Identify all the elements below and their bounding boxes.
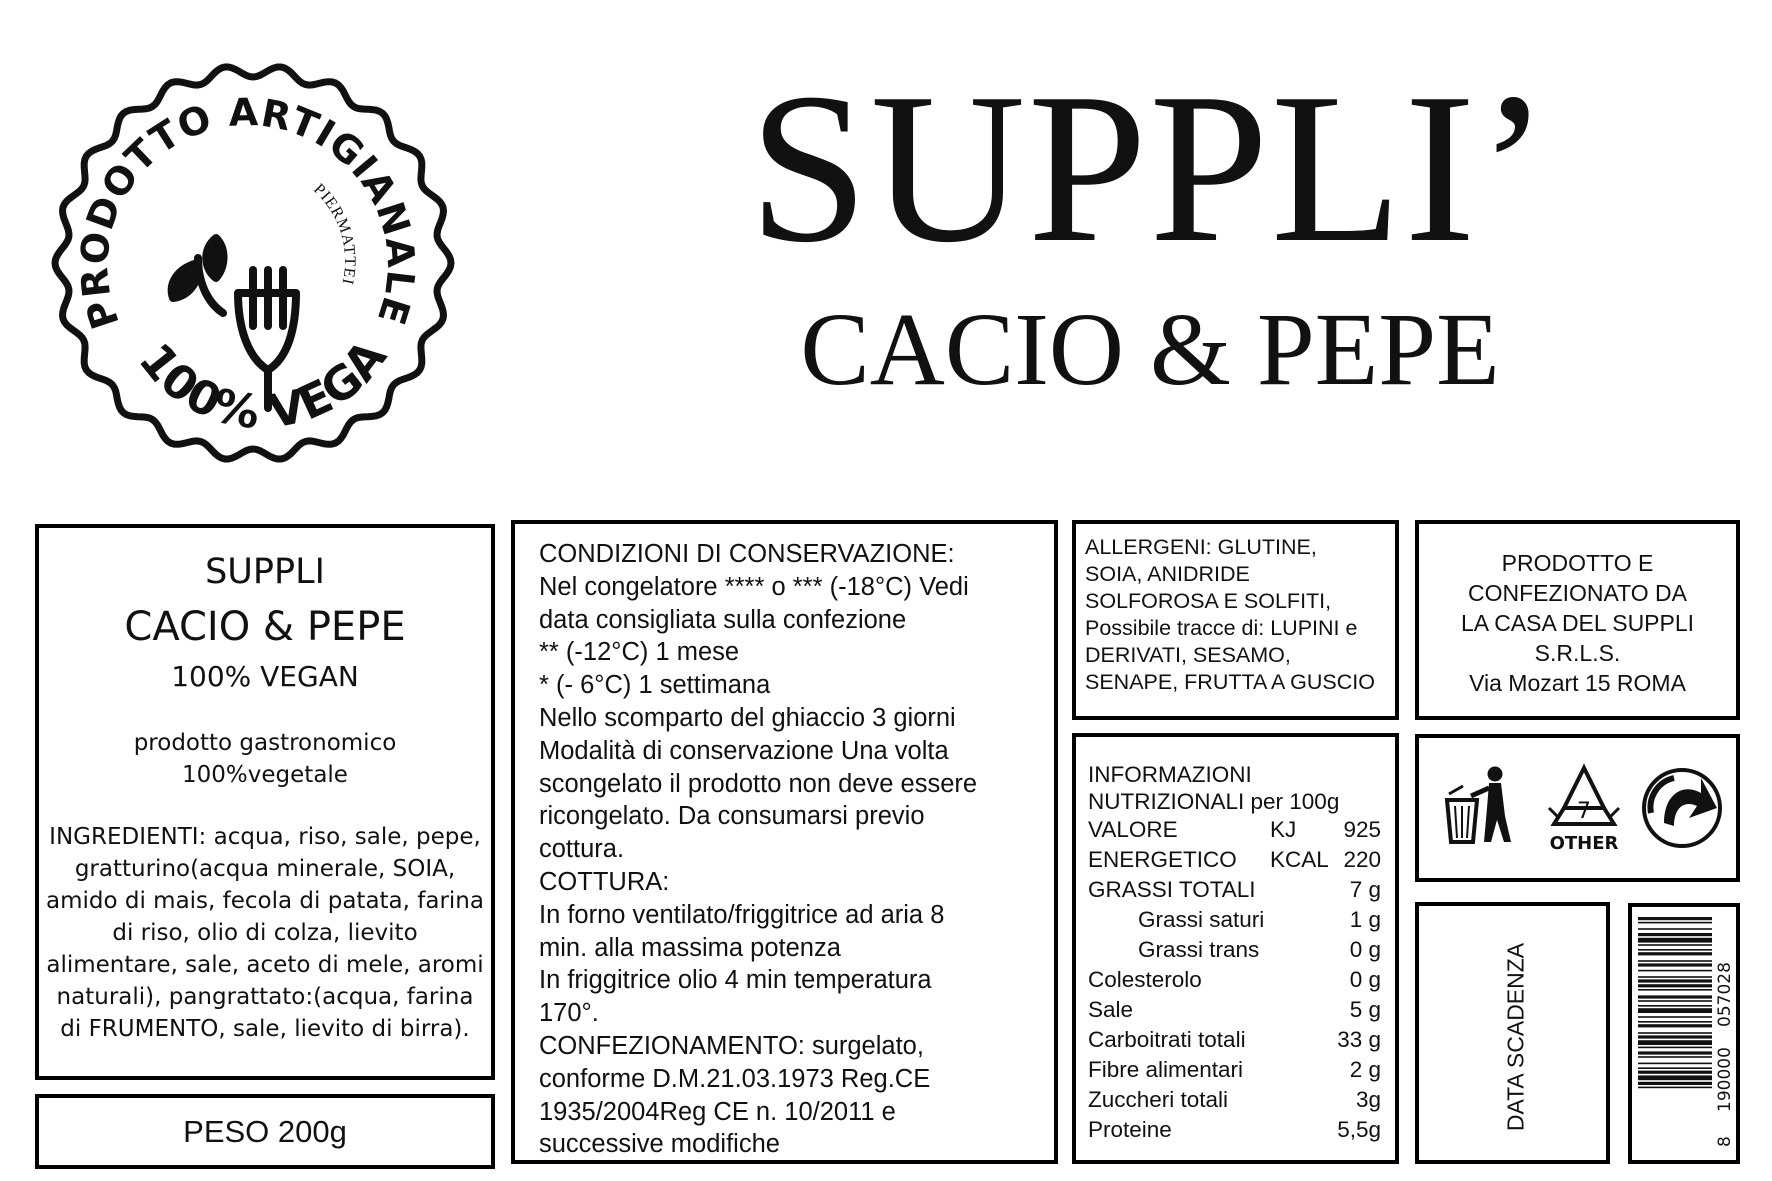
producer-line: CONFEZIONATO DA [1468, 580, 1687, 606]
ingredients-line: naturali), pangrattato:(acqua, farina [56, 984, 474, 1010]
storage-line: min. alla massima potenza [539, 933, 841, 962]
ingredients-line: di riso, olio di colza, lievito [112, 920, 418, 946]
nutrition-value: 1 g [1349, 907, 1381, 932]
barcode-bar [1638, 928, 1712, 930]
ingredients-line: di FRUMENTO, sale, lievito di birra). [60, 1016, 470, 1042]
barcode-bar [1638, 952, 1712, 955]
barcode-bar [1638, 989, 1712, 991]
nutrition-row [1088, 875, 1385, 905]
svg-text:PIERMATTEI [310, 181, 358, 287]
recycle-code-number: 7 [1577, 799, 1591, 824]
storage-line: Nel congelatore **** o *** (-18°C) Vedi [539, 572, 969, 601]
barcode-bar [1638, 1000, 1712, 1002]
nutrition-row [1088, 1025, 1385, 1055]
storage-line: In forno ventilato/friggitrice ad aria 8 [539, 900, 945, 929]
product-title: SUPPLI’ [748, 48, 1552, 287]
nutrition-heading: NUTRIZIONALI per 100g [1088, 789, 1340, 814]
nutrition-value: 0 g [1349, 937, 1381, 962]
product-description-box [35, 524, 495, 1080]
nutrition-value: 220 [1343, 847, 1381, 872]
nutrition-label: Carboitrati totali [1088, 1027, 1246, 1052]
producer-line: Via Mozart 15 ROMA [1469, 670, 1686, 696]
barcode-bar [1638, 1056, 1712, 1058]
allergens-line: Possibile tracce di: LUPINI e [1085, 616, 1358, 640]
ingredients-line: gratturino(acqua minerale, SOIA, [74, 856, 456, 882]
allergens-line: SOLFOROSA E SOLFITI, [1085, 589, 1332, 613]
nutrition-unit: KCAL [1270, 847, 1329, 872]
barcode-box [1628, 903, 1740, 1164]
barcode-bar [1638, 1040, 1712, 1045]
storage-line: 170°. [539, 999, 599, 1028]
barcode-bar [1638, 1024, 1712, 1027]
nutrition-heading: INFORMAZIONI [1088, 762, 1252, 787]
nutrition-row [1088, 905, 1385, 935]
nutrition-value: 33 g [1337, 1027, 1381, 1052]
nutrition-value: 2 g [1349, 1057, 1381, 1082]
producer-line: PRODOTTO E [1501, 550, 1654, 576]
producer-box [1415, 520, 1740, 720]
seal-small-text: PIERMATTEI [310, 180, 359, 287]
barcode-bar [1638, 963, 1712, 966]
storage-line: 1935/2004Reg CE n. 10/2011 e [539, 1097, 896, 1126]
barcode-bar [1638, 938, 1712, 943]
nutrition-label: ENERGETICO [1088, 847, 1237, 872]
barcode-digits-mid: 190000 [1715, 1047, 1735, 1112]
storage-line: CONFEZIONAMENTO: surgelato, [539, 1031, 924, 1060]
barcode-bar [1638, 1067, 1712, 1069]
nutrition-label: VALORE [1088, 817, 1178, 842]
allergens-line: SENAPE, FRUTTA A GUSCIO [1085, 670, 1375, 694]
ingredients-line: INGREDIENTI: acqua, riso, sale, pepe, [49, 824, 481, 850]
product-desc-line1: prodotto gastronomico [133, 730, 397, 756]
ingredients-line: amido di mais, fecola di patata, farina [46, 888, 484, 914]
nutrition-row [1088, 965, 1385, 995]
barcode-bar [1638, 1047, 1712, 1049]
storage-line: conforme D.M.21.03.1973 Reg.CE [539, 1064, 931, 1093]
barcode-bar [1638, 1063, 1712, 1065]
nutrition-row [1088, 1055, 1385, 1085]
nutrition-value: 5,5g [1337, 1117, 1381, 1142]
storage-line: COTTURA: [539, 867, 670, 896]
seal-bottom-text: 100% VEGA [128, 329, 397, 440]
storage-line: successive modifiche [539, 1130, 780, 1159]
barcode-bar [1638, 1005, 1712, 1007]
allergens-line: SOIA, ANIDRIDE [1085, 562, 1250, 586]
nutrition-label: GRASSI TOTALI [1088, 877, 1256, 902]
storage-instructions-box [511, 520, 1058, 1164]
seal-top-text: PRODOTTO ARTIGIANALE [71, 90, 424, 335]
barcode-bar [1638, 1051, 1712, 1054]
barcode-bar [1638, 917, 1712, 920]
nutrition-value: 3g [1355, 1087, 1381, 1112]
storage-line: * (- 6°C) 1 settimana [539, 671, 771, 700]
storage-line: In friggitrice olio 4 min temperatura [539, 966, 932, 995]
barcode-bar [1638, 922, 1712, 924]
nutrition-row [1088, 1115, 1385, 1145]
barcode-icon [1632, 907, 1736, 1160]
barcode-bar [1638, 984, 1712, 987]
product-name-line3: 100% VEGAN [171, 660, 359, 693]
green-dot-icon [1644, 770, 1720, 846]
nutrition-label: Sale [1088, 997, 1134, 1022]
storage-line: cottura. [539, 835, 625, 864]
barcode-bar [1638, 1087, 1712, 1089]
barcode-bar [1638, 979, 1712, 982]
barcode-bar [1638, 1032, 1712, 1034]
barcode-bar [1638, 976, 1712, 978]
barcode-bar [1638, 944, 1712, 946]
storage-line: ricongelato. Da consumarsi previo [539, 802, 925, 831]
nutrition-label: Grassi saturi [1138, 907, 1265, 932]
barcode-bar [1638, 1035, 1712, 1038]
nutrition-row [1088, 815, 1385, 845]
nutrition-value: 7 g [1349, 877, 1381, 902]
barcode-bar [1638, 933, 1712, 936]
recycling-icons-box [1415, 734, 1740, 882]
barcode-bar [1638, 995, 1712, 998]
product-name-line2: CACIO & PEPE [124, 604, 406, 650]
barcode-bar [1638, 1075, 1712, 1080]
allergens-box [1072, 520, 1399, 720]
svg-text:PRODOTTO ARTIGIANALE [72, 90, 423, 334]
nutrition-label: Zuccheri totali [1088, 1087, 1229, 1112]
recycle-7-other-icon [1549, 768, 1619, 854]
barcode-digit-left: 8 [1715, 1136, 1735, 1147]
ingredients-line: alimentare, sale, aceto di mele, aromi [46, 952, 484, 978]
nutrition-row [1088, 1085, 1385, 1115]
nutrition-value: 5 g [1349, 997, 1381, 1022]
storage-line: Modalità di conservazione Una volta [539, 736, 949, 765]
producer-line: LA CASA DEL SUPPLI [1460, 610, 1695, 636]
allergens-line: ALLERGENI: GLUTINE, [1085, 535, 1317, 559]
nutrition-row [1088, 845, 1385, 875]
barcode-bar [1638, 960, 1712, 962]
barcode-bar [1638, 949, 1712, 951]
nutrition-unit: KJ [1270, 817, 1297, 842]
artisan-vegan-seal [48, 58, 458, 468]
nutrition-value: 0 g [1349, 967, 1381, 992]
producer-line: S.R.L.S. [1534, 640, 1621, 666]
storage-line: ** (-12°C) 1 mese [539, 638, 740, 667]
storage-line: Nello scomparto del ghiaccio 3 giorni [539, 703, 956, 732]
storage-line: data consigliata sulla confezione [539, 605, 907, 634]
weight-box [35, 1094, 495, 1169]
ingredients-list [39, 821, 491, 1045]
barcode-bar [1638, 1071, 1712, 1074]
storage-line: CONDIZIONI DI CONSERVAZIONE: [539, 540, 955, 568]
barcode-bar [1638, 1021, 1712, 1023]
nutrition-value: 925 [1343, 817, 1381, 842]
barcode-bar [1638, 970, 1712, 972]
barcode-bar [1638, 1008, 1712, 1013]
nutrition-row [1088, 995, 1385, 1025]
recycle-code-label: OTHER [1549, 833, 1619, 854]
weight-label: PESO 200g [183, 1113, 347, 1149]
trash-bin-person-icon [1447, 767, 1511, 842]
barcode-bar [1638, 1082, 1712, 1085]
nutrition-label: Fibre alimentari [1088, 1057, 1244, 1082]
nutrition-label: Proteine [1088, 1117, 1172, 1142]
expiry-label: DATA SCADENZA [1502, 942, 1529, 1132]
barcode-bar [1638, 1016, 1712, 1018]
expiry-date-box [1415, 902, 1610, 1164]
barcode-digits-right: 057028 [1715, 962, 1735, 1027]
nutrition-row [1088, 935, 1385, 965]
nutrition-label: Colesterolo [1088, 967, 1202, 992]
nutrition-label: Grassi trans [1138, 937, 1260, 962]
product-desc-line2: 100%vegetale [182, 762, 348, 788]
nutrition-facts-box [1072, 733, 1399, 1164]
storage-line: scongelato il prodotto non deve essere [539, 769, 978, 798]
product-subtitle: CACIO & PEPE [800, 292, 1500, 407]
product-name-line1: SUPPLI [205, 552, 325, 592]
allergens-line: DERIVATI, SESAMO, [1085, 643, 1291, 667]
